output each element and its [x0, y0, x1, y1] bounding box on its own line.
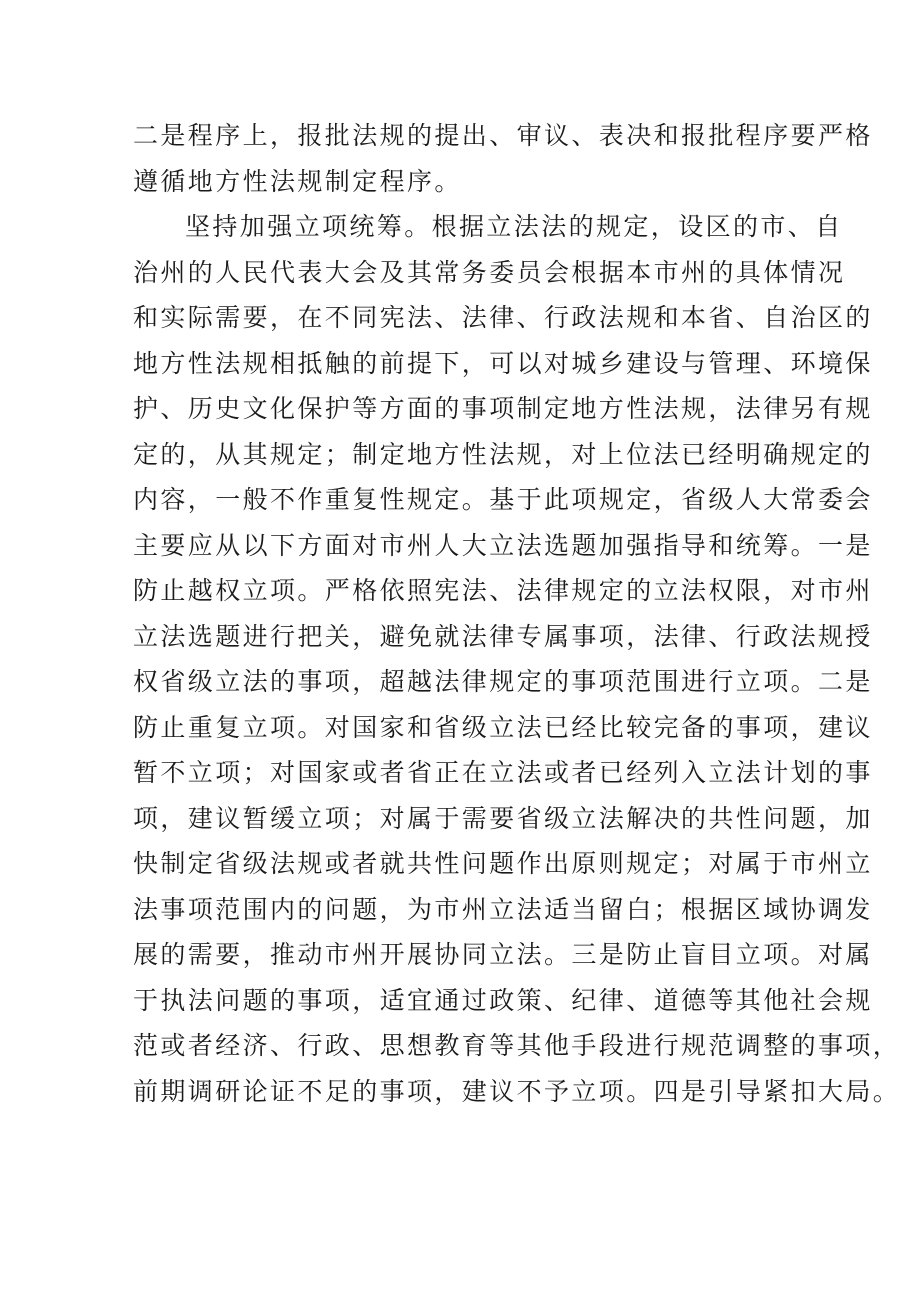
text-line: 立法选题进行把关，避免就法律专属事项，法律、行政法规授: [133, 621, 873, 651]
text-line: 防止重复立项。对国家和省级立法已经比较完备的事项，建议: [133, 712, 873, 742]
text-line: 主要应从以下方面对市州人大立法选题加强指导和统筹。一是: [133, 530, 873, 560]
text-line: 二是程序上，报批法规的提出、审议、表决和报批程序要严格: [133, 121, 873, 150]
text-line: 项，建议暂缓立项；对属于需要省级立法解决的共性问题，加: [133, 803, 873, 833]
text-line: 快制定省级法规或者就共性问题作出原则规定；对属于市州立: [133, 849, 873, 878]
text-line: 地方性法规相抵触的前提下，可以对城乡建设与管理、环境保: [133, 348, 873, 378]
text-line: 范或者经济、行政、思想教育等其他手段进行规范调整的事项，: [133, 1031, 901, 1060]
text-line: 遵循地方性法规制定程序。: [133, 166, 462, 196]
text-line: 前期调研论证不足的事项，建议不予立项。四是引导紧扣大局。: [133, 1076, 901, 1106]
text-line: 内容，一般不作重复性规定。基于此项规定，省级人大常委会: [133, 485, 873, 514]
text-line: 法事项范围内的问题，为市州立法适当留白；根据区域协调发: [133, 894, 873, 924]
text-line: 暂不立项；对国家或者省正在立法或者已经列入立法计划的事: [133, 758, 873, 787]
text-line: 和实际需要，在不同宪法、法律、行政法规和本省、自治区的: [133, 303, 873, 332]
text-line: 于执法问题的事项，适宜通过政策、纪律、道德等其他社会规: [133, 985, 873, 1015]
text-line: 护、历史文化保护等方面的事项制定地方性法规，法律另有规: [133, 394, 873, 423]
text-line: 防止越权立项。严格依照宪法、法律规定的立法权限，对市州: [133, 576, 873, 605]
text-line: 定的，从其规定；制定地方性法规，对上位法已经明确规定的: [133, 439, 873, 469]
text-line: 展的需要，推动市州开展协同立法。三是防止盲目立项。对属: [133, 940, 873, 969]
text-line: 权省级立法的事项，超越法律规定的事项范围进行立项。二是: [133, 667, 873, 696]
text-line: 坚持加强立项统筹。根据立法法的规定，设区的市、自: [185, 212, 843, 241]
body-text: [133, 113, 901, 1114]
text-line: 治州的人民代表大会及其常务委员会根据本市州的具体情况: [133, 257, 846, 287]
